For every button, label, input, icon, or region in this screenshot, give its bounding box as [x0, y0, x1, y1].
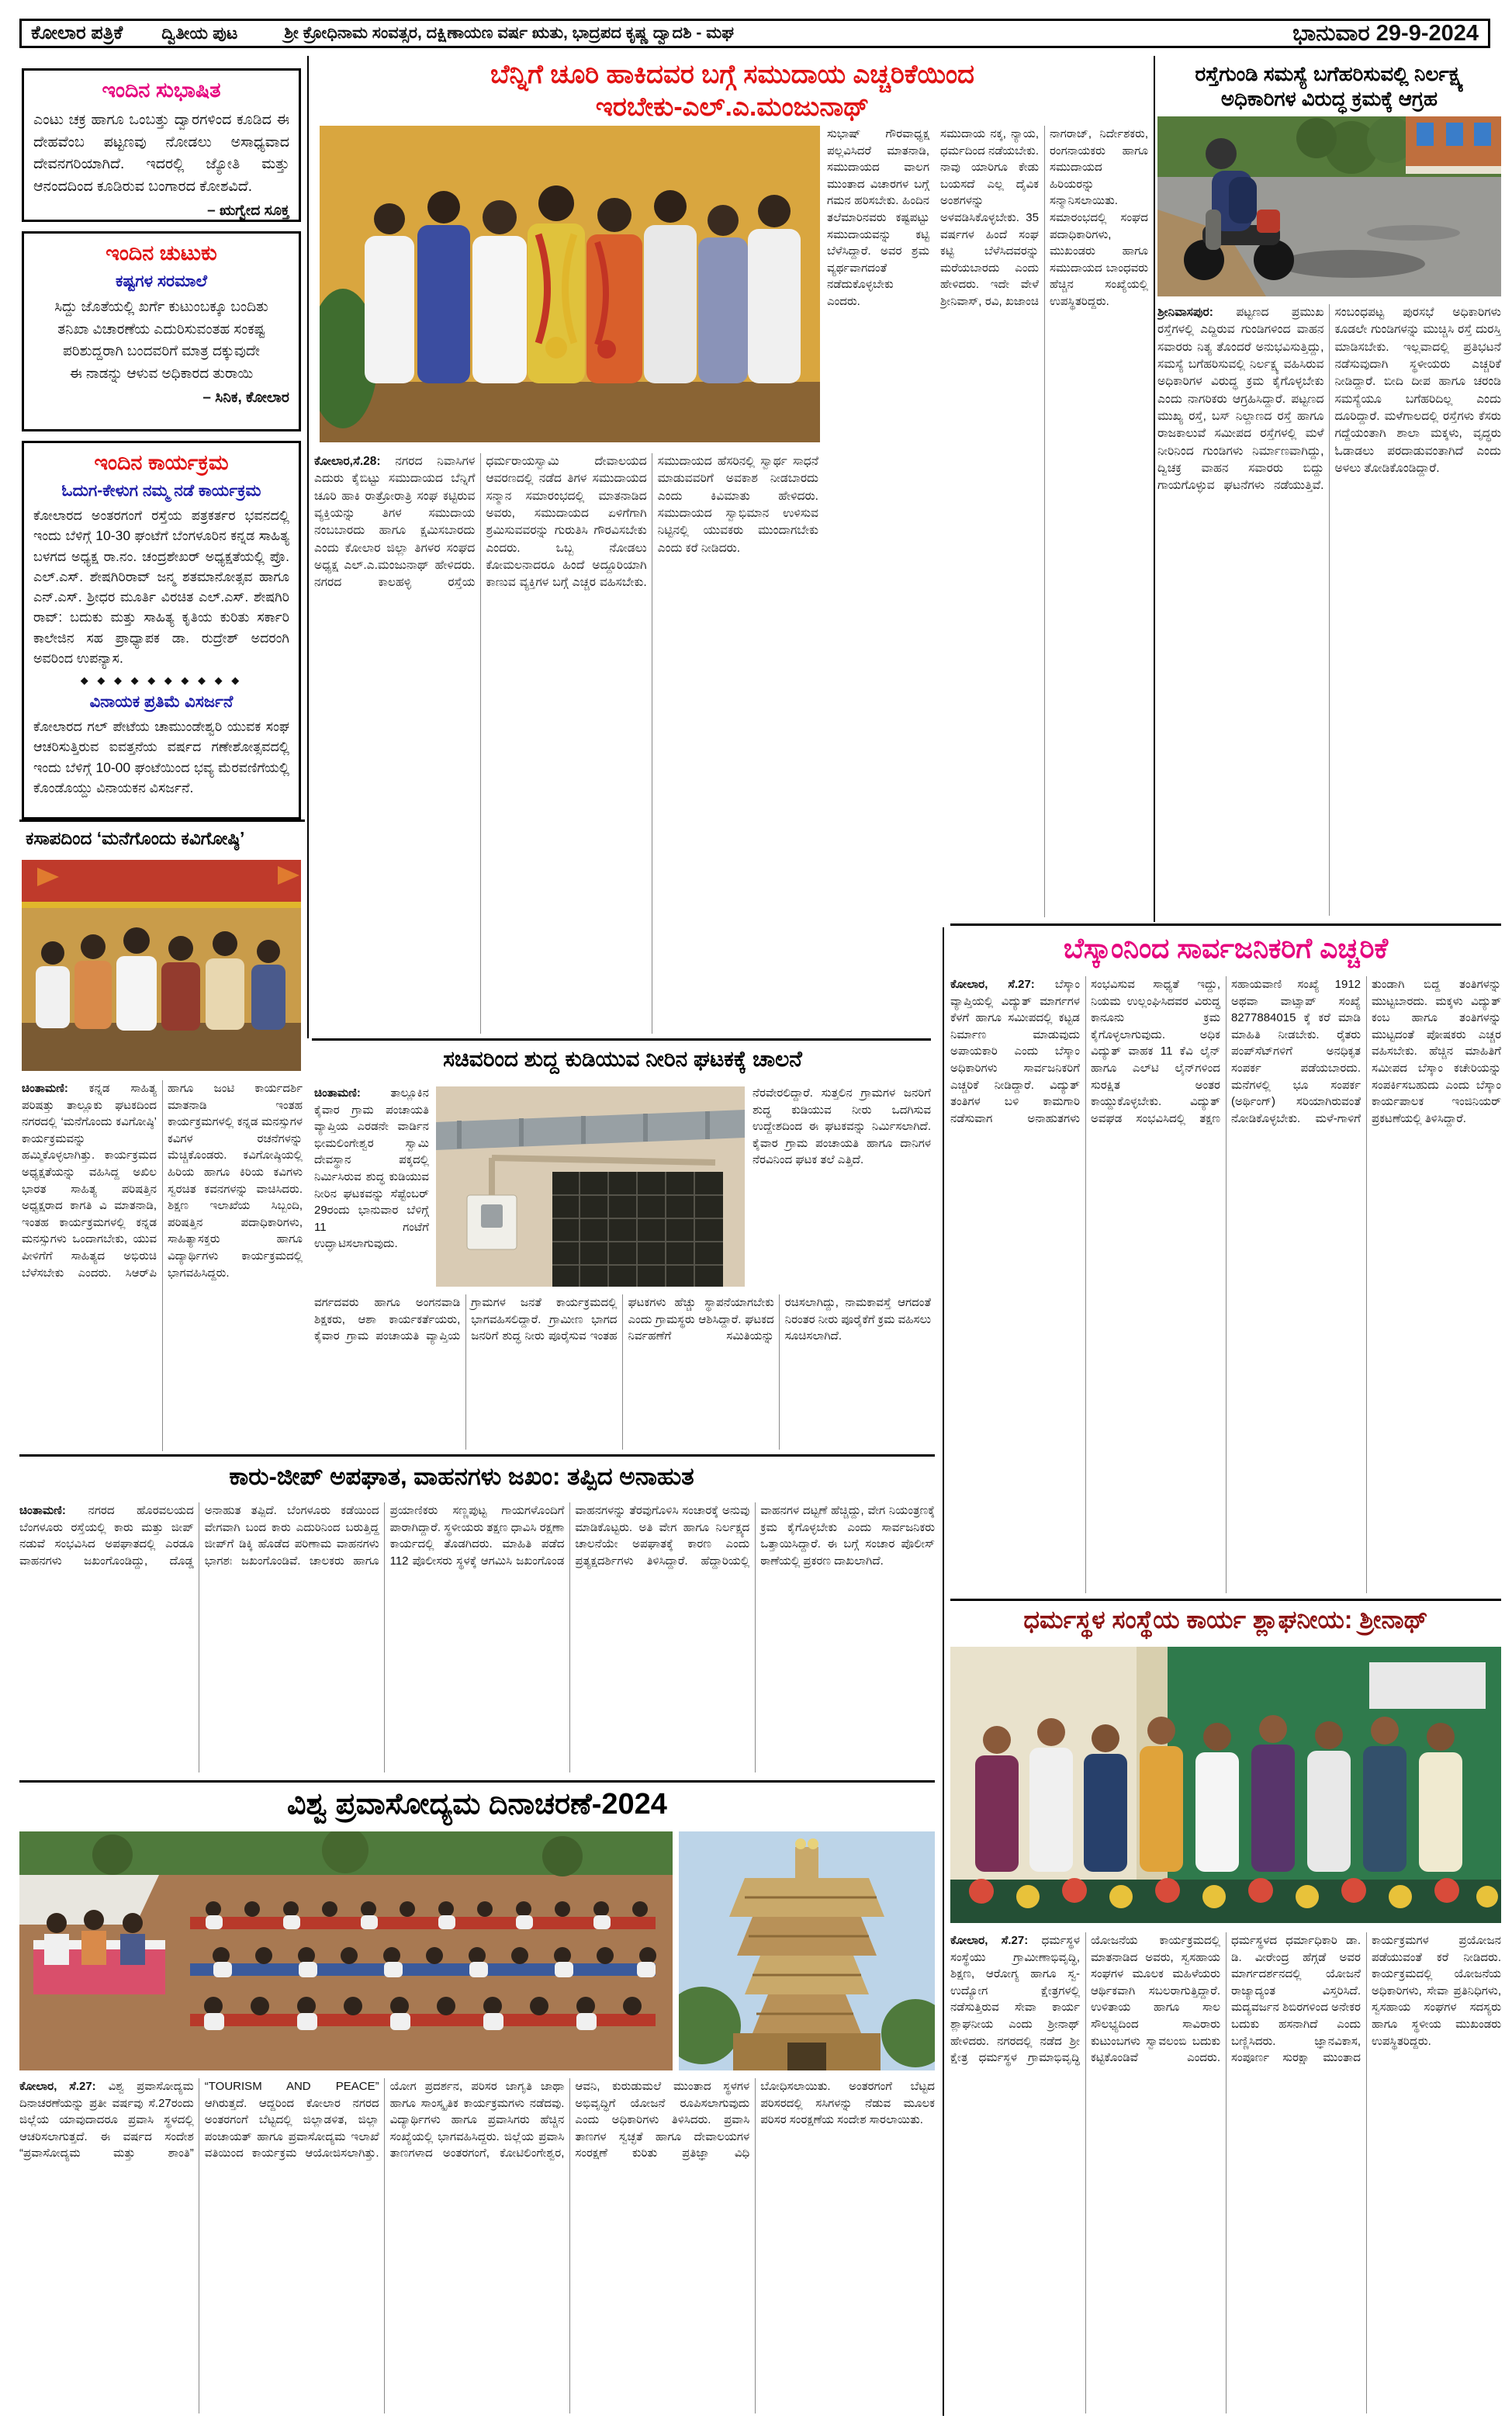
- dharmasthala-body: [950, 1932, 1501, 2413]
- dateline: ಚಿಂತಾಮಣಿ:: [22, 1082, 68, 1095]
- dateline: ಕೋಲಾರ, ಸೆ.27:: [19, 2080, 96, 2093]
- article-text: ನಗರದ ಹೊರವಲಯದ ಬೆಂಗಳೂರು ರಸ್ತೆಯಲ್ಲಿ ಕಾರು ಮತ್ತು ಜೀಪ್ ನಡುವೆ ಸಂಭವಿಸಿದ ಅಪಘಾತದಲ್ಲಿ ಎರಡೂ ವಾಹನಗಳು ಜಖಂಗೊಂಡಿದ್ದು, ದೊಡ್ಡ ಅನಾಹುತ ತಪ್ಪಿದೆ. ಬೆಂಗಳೂರು ಕಡೆಯಿಂದ ವೇಗವಾಗಿ ಬಂದ ಕಾರು ಎದುರಿನಿಂದ ಬರುತ್ತಿದ್ದ ಜೀಪ್‌ಗೆ ಡಿಕ್ಕಿ ಹೊಡೆದ ಪರಿಣಾಮ ವಾಹನಗಳು ಭಾಗಶಃ ಜಖಂಗೊಂಡಿವೆ. ಚಾಲಕರು ಹಾಗೂ ಪ್ರಯಾಣಿಕರು ಸಣ್ಣಪುಟ್ಟ ಗಾಯಗಳೊಂದಿಗೆ ಪಾರಾಗಿದ್ದಾರೆ. ಸ್ಥಳೀಯರು ತಕ್ಷಣ ಧಾವಿಸಿ ರಕ್ಷಣಾ ಕಾರ್ಯದಲ್ಲಿ ತೊಡಗಿದರು. ಮಾಹಿತಿ ಪಡೆದ 112 ಪೊಲೀಸರು ಸ್ಥಳಕ್ಕೆ ಆಗಮಿಸಿ ಜಖಂಗೊಂಡ ವಾಹನಗಳನ್ನು ತೆರವುಗೊಳಿಸಿ ಸಂಚಾರಕ್ಕೆ ಅನುವು ಮಾಡಿಕೊಟ್ಟರು. ಅತಿ ವೇಗ ಹಾಗೂ ನಿರ್ಲಕ್ಷ್ಯದ ಚಾಲನೆಯೇ ಅಪಘಾತಕ್ಕೆ ಕಾರಣ ಎಂದು ಪ್ರತ್ಯಕ್ಷದರ್ಶಿಗಳು ತಿಳಿಸಿದ್ದಾರೆ. ಹೆದ್ದಾರಿಯಲ್ಲಿ ವಾಹನಗಳ ದಟ್ಟಣೆ ಹೆಚ್ಚಿದ್ದು, ವೇಗ ನಿಯಂತ್ರಣಕ್ಕೆ ಕ್ರಮ ಕೈಗೊಳ್ಳಬೇಕು ಎಂದು ಸಾರ್ವಜನಿಕರು ಒತ್ತಾಯಿಸಿದ್ದಾರೆ. ಈ ಬಗ್ಗೆ ಸಂಚಾರ ಪೊಲೀಸ್ ಠಾಣೆಯಲ್ಲಿ ಪ್ರಕರಣ ದಾಖಲಾಗಿದೆ.: [19, 1504, 935, 1568]
- page-number-label: ದ್ವಿತೀಯ ಪುಟ: [161, 23, 238, 43]
- sachivarinda-col1: [314, 1085, 429, 1288]
- photo-temple-gopuram: [679, 1831, 935, 2070]
- box-chutuku: [22, 231, 301, 431]
- dateline: ಕೋಲಾರ, ಸೆ.27:: [950, 1934, 1029, 1947]
- karyakrama-title: ಇಂದಿನ ಕಾರ್ಯಕ್ರಮ: [94, 451, 229, 474]
- karyakrama-text-2: ಕೋಲಾರದ ಗಲ್ ಪೇಟೆಯ ಚಾಮುಂಡೇಶ್ವರಿ ಯುವಕ ಸಂಘ ಆಚರಿಸುತ್ತಿರುವ ಐವತ್ತನೆಯ ವರ್ಷದ ಗಣೇಶೋತ್ಸವದಲ್ಲಿ ಇಂದು ಬೆಳಿಗ್ಗೆ 10-00 ಘಂಟೆಯಿಂದ ಭವ್ಯ ಮೆರವಣಿಗೆಯಲ್ಲಿ ಕೊಂಡೊಯ್ದು ವಿನಾಯಕನ ವಿಸರ್ಜನೆ.: [33, 719, 289, 795]
- issue-date: ಭಾನುವಾರ 29-9-2024: [1292, 20, 1479, 46]
- main-article-body: [314, 453, 818, 1034]
- dateline: ಶ್ರೀನಿವಾಸಪುರ:: [1157, 306, 1213, 319]
- box-subhashita: [22, 68, 301, 222]
- chutuku-title: ಇಂದಿನ ಚುಟುಕು: [106, 241, 217, 265]
- article-text: ಬೆಸ್ಕಾಂ ವ್ಯಾಪ್ತಿಯಲ್ಲಿ ವಿದ್ಯುತ್ ಮಾರ್ಗಗಳ ಕೆಳಗೆ ಹಾಗೂ ಸಮೀಪದಲ್ಲಿ ಕಟ್ಟಡ ನಿರ್ಮಾಣ ಮಾಡುವುದು ಅಪಾಯಕಾರಿ ಎಂದು ಬೆಸ್ಕಾಂ ಅಧಿಕಾರಿಗಳು ಸಾರ್ವಜನಿಕರಿಗೆ ಎಚ್ಚರಿಕೆ ನೀಡಿದ್ದಾರೆ. ವಿದ್ಯುತ್ ತಂತಿಗಳ ಬಳಿ ಕಾಮಗಾರಿ ನಡೆಸುವಾಗ ಅನಾಹುತಗಳು ಸಂಭವಿಸುವ ಸಾಧ್ಯತೆ ಇದ್ದು, ನಿಯಮ ಉಲ್ಲಂಘಿಸಿದವರ ವಿರುದ್ಧ ಕಾನೂನು ಕ್ರಮ ಕೈಗೊಳ್ಳಲಾಗುವುದು. ಅಧಿಕ ವಿದ್ಯುತ್ ವಾಹಕ 11 ಕೆವಿ ಲೈನ್ ಹಾಗೂ ಎಲ್‌ಟಿ ಲೈನ್‌ಗಳಿಂದ ಸುರಕ್ಷಿತ ಅಂತರ ಕಾಯ್ದುಕೊಳ್ಳಬೇಕು. ವಿದ್ಯುತ್ ಅವಘಡ ಸಂಭವಿಸಿದಲ್ಲಿ ತಕ್ಷಣ ಸಹಾಯವಾಣಿ ಸಂಖ್ಯೆ 1912 ಅಥವಾ ವಾಟ್ಸಾಪ್ ಸಂಖ್ಯೆ 8277884015 ಕ್ಕೆ ಕರೆ ಮಾಡಿ ಮಾಹಿತಿ ನೀಡಬೇಕು. ರೈತರು ಪಂಪ್‌ಸೆಟ್‌ಗಳಿಗೆ ಅನಧಿಕೃತ ಸಂಪರ್ಕ ಪಡೆಯಬಾರದು. ಮನೆಗಳಲ್ಲಿ ಭೂ ಸಂಪರ್ಕ (ಅರ್ಥಿಂಗ್) ಸರಿಯಾಗಿರುವಂತೆ ನೋಡಿಕೊಳ್ಳಬೇಕು. ಮಳೆ-ಗಾಳಿಗೆ ತುಂಡಾಗಿ ಬಿದ್ದ ತಂತಿಗಳನ್ನು ಮುಟ್ಟಬಾರದು. ಮಕ್ಕಳು ವಿದ್ಯುತ್ ಕಂಬ ಹಾಗೂ ತಂತಿಗಳನ್ನು ಮುಟ್ಟದಂತೆ ಪೋಷಕರು ಎಚ್ಚರ ವಹಿಸಬೇಕು. ಹೆಚ್ಚಿನ ಮಾಹಿತಿಗೆ ಸಮೀಪದ ಬೆಸ್ಕಾಂ ಕಚೇರಿಯನ್ನು ಸಂಪರ್ಕಿಸಬಹುದು ಎಂದು ಬೆಸ್ಕಾಂ ಕಾರ್ಯಪಾಲಕ ಇಂಜಿನಿಯರ್ ಪ್ರಕಟಣೆಯಲ್ಲಿ ತಿಳಿಸಿದ್ದಾರೆ.: [950, 978, 1501, 1125]
- beskam-headline: ಬೆಸ್ಕಾಂನಿಂದ ಸಾರ್ವಜನಿಕರಿಗೆ ಎಚ್ಚರಿಕೆ: [1063, 932, 1389, 964]
- karyakrama-text-1: ಕೋಲಾರದ ಅಂತರಗಂಗೆ ರಸ್ತೆಯ ಪತ್ರಕರ್ತರ ಭವನದಲ್ಲಿ ಇಂದು ಬೆಳಿಗ್ಗೆ 10-30 ಘಂಟೆಗೆ ಬೆಂಗಳೂರಿನ ಕನ್ನಡ ಸಾಹಿತ್ಯ ಬಳಗದ ಅಧ್ಯಕ್ಷ ರಾ.ನಂ. ಚಂದ್ರಶೇಖರ್ ಅಧ್ಯಕ್ಷತೆಯಲ್ಲಿ ಪ್ರೊ. ಎಲ್.ಎಸ್. ಶೇಷಗಿರಿರಾವ್ ಜನ್ಮ ಶತಮಾನೋತ್ಸವ ಹಾಗೂ ಎನ್.ಎಸ್. ಶ್ರೀಧರ ಮೂರ್ತಿ ವಿರಚಿತ ಎಲ್.ಎಸ್. ಶೇಷಗಿರಿ ರಾವ್: ಬದುಕು ಮತ್ತು ಸಾಹಿತ್ಯ ಕೃತಿಯ ಕುರಿತು ಸರ್ಕಾರಿ ಕಾಲೇಜಿನ ಸಹ ಪ್ರಾಧ್ಯಾಪಕ ಡಾ. ರುದ್ರೇಶ್ ಅದರಂಗಿ ಅವರಿಂದ ಉಪನ್ಯಾಸ.: [33, 508, 289, 666]
- photo-tourism-day-gathering: [19, 1831, 673, 2070]
- photo-kavigoshti-event: [22, 860, 301, 1071]
- paper-title: ಕೋಲಾರ ಪತ್ರಿಕೆ: [31, 23, 123, 43]
- subhashita-title: ಇಂದಿನ ಸುಭಾಷಿತ: [102, 78, 221, 102]
- chutuku-line: ಪರಿಶುದ್ದರಾಗಿ ಬಂದವರಿಗೆ ಮಾತ್ರ ದಕ್ಕುವುದೇ: [63, 342, 260, 359]
- vishwa-body: [19, 2078, 935, 2413]
- chutuku-line: ಸಿದ್ದು ಜೊತೆಯಲ್ಲಿ ಖರ್ಗೆ ಕುಟುಂಬಕ್ಕೂ ಬಂದಿತು: [54, 298, 268, 314]
- rastegundi-headline-line2: ಅಧಿಕಾರಿಗಳ ವಿರುದ್ಧ ಕ್ರಮಕ್ಕೆ ಆಗ್ರಹ: [1220, 87, 1438, 110]
- rastegundi-headline-line1: ರಸ್ತೆಗುಂಡಿ ಸಮಸ್ಯೆ ಬಗೆಹರಿಸುವಲ್ಲಿ ನಿರ್ಲಕ್ಷ್ಯ: [1195, 62, 1464, 85]
- dateline: ಕೋಲಾರ,ಸೆ.28:: [314, 455, 381, 468]
- article-text: ನೆರವೇರಲಿದ್ದಾರೆ. ಸುತ್ತಲಿನ ಗ್ರಾಮಗಳ ಜನರಿಗೆ ಶುದ್ಧ ಕುಡಿಯುವ ನೀರು ಒದಗಿಸುವ ಉದ್ದೇಶದಿಂದ ಈ ಘಟಕವನ್ನು ನಿರ್ಮಿಸಲಾಗಿದೆ. ಕೈವಾರ ಗ್ರಾಮ ಪಂಚಾಯತಿ ಹಾಗೂ ದಾನಿಗಳ ನೆರವಿನಿಂದ ಘಟಕ ತಲೆ ಎತ್ತಿದೆ.: [753, 1086, 931, 1167]
- dateline: ಕೋಲಾರ, ಸೆ.27:: [950, 978, 1035, 991]
- subhashita-text: ಎಂಟು ಚಕ್ರ ಹಾಗೂ ಒಂಬತ್ತು ದ್ವಾರಗಳಿಂದ ಕೂಡಿದ ಈ ದೇಹವೆಂಬ ಪಟ್ಟಣವು ನೋಡಲು ಅಸಾಧ್ಯವಾದ ದೇವನಗರಿಯಾಗಿದೆ. ಇದರಲ್ಲಿ ಜ್ಯೋತಿ ಮತ್ತು ಆನಂದದಿಂದ ಕೂಡಿರುವ ಬಂಗಾರದ ಕೋಶವಿದೆ.: [33, 112, 289, 195]
- chutuku-subtitle: ಕಷ್ಟಗಳ ಸರಮಾಲೆ: [116, 272, 207, 290]
- chutuku-byline: – ಸಿನಿಕ, ಕೋಲಾರ: [202, 389, 289, 406]
- masthead: [19, 19, 1490, 48]
- dateline: ಚಿಂತಾಮಣಿ:: [19, 1504, 66, 1517]
- sachivarinda-headline: ಸಚಿವರಿಂದ ಶುದ್ದ ಕುಡಿಯುವ ನೀರಿನ ಘಟಕಕ್ಕೆ ಚಾಲನೆ: [443, 1047, 802, 1071]
- sachivarinda-col-right: [753, 1085, 931, 1288]
- section-rule: [312, 1038, 931, 1041]
- photo-community-felicitation: [320, 126, 820, 442]
- beskam-body: [950, 976, 1501, 1593]
- diamond-separator: ◆ ◆ ◆ ◆ ◆ ◆ ◆ ◆ ◆ ◆: [80, 674, 243, 686]
- section-rule: [19, 1780, 935, 1783]
- article-text: ಸುಭಾಷ್ ಗೌರವಾಧ್ಯಕ್ಷ ಪಲ್ಲವಿಸಿದರೆ ಮಾತನಾಡಿ, ಸಮುದಾಯದ ವಾಲಗ ಮುಂತಾದ ವಿಚಾರಗಳ ಬಗ್ಗೆ ಗಮನ ಹರಿಸಬೇಕು. ಹಿಂದಿನ ತಲೆಮಾರಿನವರು ಕಷ್ಟಪಟ್ಟು ಸಮುದಾಯವನ್ನು ಕಟ್ಟಿ ಬೆಳೆಸಿದ್ದಾರೆ. ಅವರ ಶ್ರಮ ವ್ಯರ್ಥವಾಗದಂತೆ ನಡೆದುಕೊಳ್ಳಬೇಕು ಎಂದರು.: [827, 127, 929, 308]
- column-divider: [307, 56, 309, 1038]
- photo-dharmasthala-stage: [950, 1647, 1501, 1923]
- column-divider: [1154, 56, 1155, 922]
- section-rule: [19, 1454, 935, 1457]
- karyakrama-subtitle-2: ವಿನಾಯಕ ಪ್ರತಿಮೆ ವಿಸರ್ಜನೆ: [89, 693, 234, 711]
- box-karyakrama: [22, 441, 301, 819]
- chutuku-line: ಈ ನಾಡನ್ನು ಆಳುವ ಅಧಿಕಾರದ ತುರಾಯಿ: [69, 365, 254, 382]
- dateline: ಚಿಂತಾಮಣಿ:: [314, 1086, 361, 1100]
- subhashita-byline: – ಋಗ್ವೇದ ಸೂಕ್ತ: [207, 203, 289, 219]
- section-rule: [19, 819, 305, 822]
- article-text: ವಿಶ್ವ ಪ್ರವಾಸೋದ್ಯಮ ದಿನಾಚರಣೆಯನ್ನು ಪ್ರತೀ ವರ್ಷವು ಸೆ.27ರಂದು ಜಿಲ್ಲೆಯ ಯಾವುದಾದರೂ ಪ್ರವಾಸಿ ಸ್ಥಳದಲ್ಲಿ ಆಚರಿಸಲಾಗುತ್ತದೆ. ಈ ವರ್ಷದ ಸಂದೇಶ “ಪ್ರವಾಸೋದ್ಯಮ ಮತ್ತು ಶಾಂತಿ” “TOURISM AND PEACE” ಆಗಿರುತ್ತದೆ. ಆದ್ದರಿಂದ ಕೋಲಾರ ನಗರದ ಅಂತರಗಂಗೆ ಬೆಟ್ಟದಲ್ಲಿ ಜಿಲ್ಲಾಡಳಿತ, ಜಿಲ್ಲಾ ಪಂಚಾಯತ್ ಹಾಗೂ ಪ್ರವಾಸೋದ್ಯಮ ಇಲಾಖೆ ವತಿಯಿಂದ ಕಾರ್ಯಕ್ರಮ ಆಯೋಜಿಸಲಾಗಿತ್ತು. ಯೋಗ ಪ್ರದರ್ಶನ, ಪರಿಸರ ಜಾಗೃತಿ ಜಾಥಾ ಹಾಗೂ ಸಾಂಸ್ಕೃತಿಕ ಕಾರ್ಯಕ್ರಮಗಳು ನಡೆದವು. ವಿದ್ಯಾರ್ಥಿಗಳು ಹಾಗೂ ಪ್ರವಾಸಿಗರು ಹೆಚ್ಚಿನ ಸಂಖ್ಯೆಯಲ್ಲಿ ಭಾಗವಹಿಸಿದ್ದರು. ಜಿಲ್ಲೆಯ ಪ್ರವಾಸಿ ತಾಣಗಳಾದ ಅಂತರಗಂಗೆ, ಕೋಟಿಲಿಂಗೇಶ್ವರ, ಆವನಿ, ಕುರುಡುಮಲೆ ಮುಂತಾದ ಸ್ಥಳಗಳ ಅಭಿವೃದ್ಧಿಗೆ ಯೋಜನೆ ರೂಪಿಸಲಾಗುವುದು ಎಂದು ಅಧಿಕಾರಿಗಳು ತಿಳಿಸಿದರು. ಪ್ರವಾಸಿ ತಾಣಗಳ ಸ್ವಚ್ಛತೆ ಹಾಗೂ ದೇವಾಲಯಗಳ ಸಂರಕ್ಷಣೆ ಕುರಿತು ಪ್ರತಿಜ್ಞಾ ವಿಧಿ ಬೋಧಿಸಲಾಯಿತು. ಅಂತರಗಂಗೆ ಬೆಟ್ಟದ ಪರಿಸರದಲ್ಲಿ ಸಸಿಗಳನ್ನು ನೆಡುವ ಮೂಲಕ ಪರಿಸರ ಸಂರಕ್ಷಣೆಯ ಸಂದೇಶ ಸಾರಲಾಯಿತು.: [19, 2080, 935, 2160]
- main-article-side-columns: [940, 126, 1148, 917]
- photo-water-unit-building: [436, 1086, 745, 1287]
- vishwa-headline: ವಿಶ್ವ ಪ್ರವಾಸೋದ್ಯಮ ದಿನಾಚರಣೆ-2024: [287, 1788, 667, 1821]
- karyakrama-subtitle-1: ಓದುಗ-ಕೇಳುಗ ನಮ್ಮ ನಡೆ ಕಾರ್ಯಕ್ರಮ: [61, 482, 261, 500]
- chutuku-line: ತನಿಖಾ ವಿಚಾರಣೆಯ ಎದುರಿಸುವಂತಹ ಸಂಕಷ್ಟ: [57, 320, 265, 337]
- section-rule: [950, 923, 1501, 926]
- article-text: ಕನ್ನಡ ಸಾಹಿತ್ಯ ಪರಿಷತ್ತು ತಾಲ್ಲೂಕು ಘಟಕದಿಂದ ನಗರದಲ್ಲಿ ‘ಮನೆಗೊಂದು ಕವಿಗೋಷ್ಠಿ’ ಕಾರ್ಯಕ್ರಮವನ್ನು ಹಮ್ಮಿಕೊಳ್ಳಲಾಗಿತ್ತು. ಕಾರ್ಯಕ್ರಮದ ಅಧ್ಯಕ್ಷತೆಯನ್ನು ವಹಿಸಿದ್ದ ಅಖಿಲ ಭಾರತ ಸಾಹಿತ್ಯ ಪರಿಷತ್ತಿನ ಅಧ್ಯಕ್ಷರಾದ ಕಾಗತಿ ವಿ ಮಾತನಾಡಿ, ಇಂತಹ ಕಾರ್ಯಕ್ರಮಗಳಲ್ಲಿ ಕನ್ನಡ ಮನಸ್ಸುಗಳು ಒಂದಾಗಬೇಕು, ಯುವ ಪೀಳಿಗೆಗೆ ಸಾಹಿತ್ಯದ ಅಭಿರುಚಿ ಬೆಳೆಸಬೇಕು ಎಂದರು. ಸಿಆರ್‌ಪಿ ಹಾಗೂ ಜಂಟಿ ಕಾರ್ಯದರ್ಶಿ ಮಾತನಾಡಿ ಇಂತಹ ಕಾರ್ಯಕ್ರಮಗಳಲ್ಲಿ ಕನ್ನಡ ಮನಸ್ಸುಗಳ ಕವಿಗಳ ರಚನೆಗಳನ್ನು ಮೆಚ್ಚಿಕೊಂಡರು. ಕವಿಗೋಷ್ಠಿಯಲ್ಲಿ ಹಿರಿಯ ಹಾಗೂ ಕಿರಿಯ ಕವಿಗಳು ಸ್ವರಚಿತ ಕವನಗಳನ್ನು ವಾಚಿಸಿದರು. ಶಿಕ್ಷಣ ಇಲಾಖೆಯ ಸಿಬ್ಬಂದಿ, ಪರಿಷತ್ತಿನ ಪದಾಧಿಕಾರಿಗಳು, ಸಾಹಿತ್ಯಾಸಕ್ತರು ಹಾಗೂ ವಿದ್ಯಾರ್ಥಿಗಳು ಕಾರ್ಯಕ್ರಮದಲ್ಲಿ ಭಾಗವಹಿಸಿದ್ದರು.: [22, 1082, 303, 1280]
- main-article-side-column: [827, 126, 929, 1034]
- article-text: ಸಮುದಾಯ ನಕ್ಕ, ನ್ಯಾಯ, ಧರ್ಮದಿಂದ ನಡೆಯಬೇಕು. ನಾವು ಯಾರಿಗೂ ಕೇಡು ಬಯಸದೆ ಎಲ್ಲ ದೈವಿಕ ಅಂಶಗಳನ್ನು ಅಳವಡಿಸಿಕೊಳ್ಳಬೇಕು. 35 ವರ್ಷಗಳ ಹಿಂದೆ ಸಂಘ ಕಟ್ಟಿ ಬೆಳೆಸಿದವರನ್ನು ಮರೆಯಬಾರದು ಎಂದು ಹೇಳಿದರು. ಇದೇ ವೇಳೆ ಶ್ರೀನಿವಾಸ್, ರವಿ, ಖಜಾಂಚಿ ನಾಗರಾಜ್, ನಿರ್ದೇಶಕರು, ರಂಗನಾಯಕರು ಹಾಗೂ ಸಮುದಾಯದ ಹಿರಿಯರನ್ನು ಸನ್ಮಾನಿಸಲಾಯಿತು. ಸಮಾರಂಭದಲ್ಲಿ ಸಂಘದ ಪದಾಧಿಕಾರಿಗಳು, ಮುಖಂಡರು ಹಾಗೂ ಸಮುದಾಯದ ಬಾಂಧವರು ಹೆಚ್ಚಿನ ಸಂಖ್ಯೆಯಲ್ಲಿ ಉಪಸ್ಥಿತರಿದ್ದರು.: [940, 127, 1148, 308]
- article-text: ಪಟ್ಟಣದ ಪ್ರಮುಖ ರಸ್ತೆಗಳಲ್ಲಿ ಎದ್ದಿರುವ ಗುಂಡಿಗಳಿಂದ ವಾಹನ ಸವಾರರು ನಿತ್ಯ ತೊಂದರೆ ಅನುಭವಿಸುತ್ತಿದ್ದು, ಸಮಸ್ಯೆ ಬಗೆಹರಿಸುವಲ್ಲಿ ನಿರ್ಲಕ್ಷ್ಯ ವಹಿಸಿರುವ ಅಧಿಕಾರಿಗಳ ವಿರುದ್ಧ ಕ್ರಮ ಕೈಗೊಳ್ಳಬೇಕು ಎಂದು ನಾಗರಿಕರು ಆಗ್ರಹಿಸಿದ್ದಾರೆ. ಪಟ್ಟಣದ ಮುಖ್ಯ ರಸ್ತೆ, ಬಸ್ ನಿಲ್ದಾಣದ ರಸ್ತೆ ಹಾಗೂ ರಾಜಕಾಲುವೆ ಸಮೀಪದ ರಸ್ತೆಗಳಲ್ಲಿ ಮಳೆ ನೀರಿನಿಂದ ಗುಂಡಿಗಳು ನಿರ್ಮಾಣವಾಗಿದ್ದು, ದ್ವಿಚಕ್ರ ವಾಹನ ಸವಾರರು ಬಿದ್ದು ಗಾಯಗೊಳ್ಳುವ ಘಟನೆಗಳು ನಡೆಯುತ್ತಿವೆ. ಸಂಬಂಧಪಟ್ಟ ಪುರಸಭೆ ಅಧಿಕಾರಿಗಳು ಕೂಡಲೇ ಗುಂಡಿಗಳನ್ನು ಮುಚ್ಚಿಸಿ ರಸ್ತೆ ದುರಸ್ತಿ ಮಾಡಿಸಬೇಕು. ಇಲ್ಲವಾದಲ್ಲಿ ಪ್ರತಿಭಟನೆ ನಡೆಸುವುದಾಗಿ ಸ್ಥಳೀಯರು ಎಚ್ಚರಿಕೆ ನೀಡಿದ್ದಾರೆ. ಬೀದಿ ದೀಪ ಹಾಗೂ ಚರಂಡಿ ಸಮಸ್ಯೆಯೂ ಬಗೆಹರಿದಿಲ್ಲ ಎಂದು ದೂರಿದ್ದಾರೆ. ಮಳೆಗಾಲದಲ್ಲಿ ರಸ್ತೆಗಳು ಕೆಸರು ಗದ್ದೆಯಂತಾಗಿ ಶಾಲಾ ಮಕ್ಕಳು, ವೃದ್ಧರು ಓಡಾಡಲು ಪರದಾಡುವಂತಾಗಿದೆ ಎಂದು ಅಳಲು ತೋಡಿಕೊಂಡಿದ್ದಾರೆ.: [1157, 306, 1501, 493]
- almanac-line: ಶ್ರೀ ಕ್ರೋಧಿನಾಮ ಸಂವತ್ಸರ, ದಕ್ಷಿಣಾಯಣ ವರ್ಷ ಋತು, ಭಾದ್ರಪದ ಕೃಷ್ಣ ದ್ವಾದಶಿ - ಮಘ: [284, 24, 734, 42]
- article-text: ಧರ್ಮಸ್ಥಳ ಸಂಸ್ಥೆಯು ಗ್ರಾಮೀಣಾಭಿವೃದ್ಧಿ, ಶಿಕ್ಷಣ, ಆರೋಗ್ಯ ಹಾಗೂ ಸ್ವ-ಉದ್ಯೋಗ ಕ್ಷೇತ್ರಗಳಲ್ಲಿ ನಡೆಸುತ್ತಿರುವ ಸೇವಾ ಕಾರ್ಯ ಶ್ಲಾಘನೀಯ ಎಂದು ಶ್ರೀನಾಥ್ ಹೇಳಿದರು. ನಗರದಲ್ಲಿ ನಡೆದ ಶ್ರೀ ಕ್ಷೇತ್ರ ಧರ್ಮಸ್ಥಳ ಗ್ರಾಮಾಭಿವೃದ್ಧಿ ಯೋಜನೆಯ ಕಾರ್ಯಕ್ರಮದಲ್ಲಿ ಮಾತನಾಡಿದ ಅವರು, ಸ್ವಸಹಾಯ ಸಂಘಗಳ ಮೂಲಕ ಮಹಿಳೆಯರು ಆರ್ಥಿಕವಾಗಿ ಸಬಲರಾಗುತ್ತಿದ್ದಾರೆ. ಉಳಿತಾಯ ಹಾಗೂ ಸಾಲ ಸೌಲಭ್ಯದಿಂದ ಸಾವಿರಾರು ಕುಟುಂಬಗಳು ಸ್ವಾವಲಂಬಿ ಬದುಕು ಕಟ್ಟಿಕೊಂಡಿವೆ ಎಂದರು. ಧರ್ಮಸ್ಥಳದ ಧರ್ಮಾಧಿಕಾರಿ ಡಾ. ಡಿ. ವೀರೇಂದ್ರ ಹೆಗ್ಗಡೆ ಅವರ ಮಾರ್ಗದರ್ಶನದಲ್ಲಿ ಯೋಜನೆ ರಾಜ್ಯಾದ್ಯಂತ ವಿಸ್ತರಿಸಿದೆ. ಮದ್ಯವರ್ಜನ ಶಿಬಿರಗಳಿಂದ ಅನೇಕರ ಬದುಕು ಹಸನಾಗಿದೆ ಎಂದು ಬಣ್ಣಿಸಿದರು. ಜ್ಞಾನವಿಕಾಸ, ಸಂಪೂರ್ಣ ಸುರಕ್ಷಾ ಮುಂತಾದ ಕಾರ್ಯಕ್ರಮಗಳ ಪ್ರಯೋಜನ ಪಡೆಯುವಂತೆ ಕರೆ ನೀಡಿದರು. ಕಾರ್ಯಕ್ರಮದಲ್ಲಿ ಯೋಜನೆಯ ಅಧಿಕಾರಿಗಳು, ಸೇವಾ ಪ್ರತಿನಿಧಿಗಳು, ಸ್ವಸಹಾಯ ಸಂಘಗಳ ಸದಸ್ಯರು ಹಾಗೂ ಸ್ಥಳೀಯ ಮುಖಂಡರು ಉಪಸ್ಥಿತರಿದ್ದರು.: [950, 1934, 1501, 2065]
- kasapa-body: [22, 1080, 303, 1451]
- sachivarinda-bottom: [314, 1294, 931, 1450]
- rastegundi-body: [1157, 304, 1501, 916]
- karujeep-body: [19, 1502, 935, 1772]
- dharmasthala-headline: ಧರ್ಮಸ್ಥಳ ಸಂಸ್ಥೆಯ ಕಾರ್ಯ ಶ್ಲಾಘನೀಯ: ಶ್ರೀನಾಥ್: [1023, 1606, 1428, 1634]
- article-text: ನಗರದ ನಿವಾಸಿಗಳ ಎದುರು ಕೈಬಿಟ್ಟು ಸಮುದಾಯದ ಬೆನ್ನಿಗೆ ಚೂರಿ ಹಾಕಿ ರಾತ್ರೋರಾತ್ರಿ ಸಂಘ ಕಟ್ಟಿರುವ ವ್ಯಕ್ತಿಯನ್ನು ತಿಗಳ ಸಮುದಾಯ ನಂಬಬಾರದು ಹಾಗೂ ಕ್ಷಮಿಸಬಾರದು ಎಂದು ಕೋಲಾರ ಜಿಲ್ಲಾ ತಿಗಳರ ಸಂಘದ ಅಧ್ಯಕ್ಷ ಎಲ್.ಎ.ಮಂಜುನಾಥ್ ಹೇಳಿದರು. ನಗರದ ಕಾಲಹಳ್ಳಿ ರಸ್ತೆಯ ಧರ್ಮರಾಯಸ್ವಾಮಿ ದೇವಾಲಯದ ಆವರಣದಲ್ಲಿ ನಡೆದ ತಿಗಳ ಸಮುದಾಯದ ಸನ್ಮಾನ ಸಮಾರಂಭದಲ್ಲಿ ಮಾತನಾಡಿದ ಅವರು, ಸಮುದಾಯದ ಏಳಿಗೆಗಾಗಿ ಶ್ರಮಿಸುವವರನ್ನು ಗುರುತಿಸಿ ಗೌರವಿಸಬೇಕು ಎಂದರು. ಒಬ್ಬ ನೋಡಲು ಕೋಮಲನಾದರೂ ಹಿಂದೆ ಅದ್ದೂರಿಯಾಗಿ ಕಾಣುವ ವ್ಯಕ್ತಿಗಳ ಬಗ್ಗೆ ಎಚ್ಚರ ವಹಿಸಬೇಕು. ಸಮುದಾಯದ ಹೆಸರಿನಲ್ಲಿ ಸ್ವಾರ್ಥ ಸಾಧನೆ ಮಾಡುವವರಿಗೆ ಅವಕಾಶ ನೀಡಬಾರದು ಎಂದು ಕಿವಿಮಾತು ಹೇಳಿದರು. ಸಮುದಾಯದ ಸ್ವಾಭಿಮಾನ ಉಳಿಸುವ ನಿಟ್ಟಿನಲ್ಲಿ ಯುವಕರು ಮುಂದಾಗಬೇಕು ಎಂದು ಕರೆ ನೀಡಿದರು.: [314, 455, 818, 590]
- karujeep-headline: ಕಾರು-ಜೀಪ್ ಅಪಘಾತ, ವಾಹನಗಳು ಜಖಂ: ತಪ್ಪಿದ ಅನಾಹುತ: [229, 1463, 694, 1490]
- column-divider: [943, 927, 944, 2416]
- main-headline-line1: ಬೆನ್ನಿಗೆ ಚೂರಿ ಹಾಕಿದವರ ಬಗ್ಗೆ ಸಮುದಾಯ ಎಚ್ಚರಿಕೆಯಿಂದ: [490, 60, 975, 89]
- main-headline-line2: ಇರಬೇಕು-ಎಲ್.ಎ.ಮಂಜುನಾಥ್: [595, 92, 870, 122]
- kasapa-headline: ಕಸಾಪದಿಂದ ‘ಮನೆಗೊಂದು ಕವಿಗೋಷ್ಠಿ’: [26, 828, 245, 848]
- photo-pothole-road-biker: [1157, 116, 1501, 296]
- article-text: ವರ್ಗದವರು ಹಾಗೂ ಅಂಗನವಾಡಿ ಶಿಕ್ಷಕರು, ಆಶಾ ಕಾರ್ಯಕರ್ತೆಯರು, ಕೈವಾರ ಗ್ರಾಮ ಪಂಚಾಯತಿ ವ್ಯಾಪ್ತಿಯ ಗ್ರಾಮಗಳ ಜನತೆ ಕಾರ್ಯಕ್ರಮದಲ್ಲಿ ಭಾಗವಹಿಸಲಿದ್ದಾರೆ. ಗ್ರಾಮೀಣ ಭಾಗದ ಜನರಿಗೆ ಶುದ್ಧ ನೀರು ಪೂರೈಸುವ ಇಂತಹ ಘಟಕಗಳು ಹೆಚ್ಚು ಸ್ಥಾಪನೆಯಾಗಬೇಕು ಎಂದು ಗ್ರಾಮಸ್ಥರು ಆಶಿಸಿದ್ದಾರೆ. ಘಟಕದ ನಿರ್ವಹಣೆಗೆ ಸಮಿತಿಯನ್ನು ರಚಿಸಲಾಗಿದ್ದು, ನಾಮಕಾವಸ್ತೆ ಆಗದಂತೆ ನಿರಂತರ ನೀರು ಪೂರೈಕೆಗೆ ಕ್ರಮ ವಹಿಸಲು ಸೂಚಿಸಲಾಗಿದೆ.: [314, 1296, 931, 1343]
- article-text: ತಾಲ್ಲೂಕಿನ ಕೈವಾರ ಗ್ರಾಮ ಪಂಚಾಯತಿ ವ್ಯಾಪ್ತಿಯ ಎರಡನೇ ವಾರ್ಡಿನ ಭೀಮಲಿಂಗೇಶ್ವರ ಸ್ವಾಮಿ ದೇವಸ್ಥಾನ ಪಕ್ಕದಲ್ಲಿ ನಿರ್ಮಿಸಿರುವ ಶುದ್ಧ ಕುಡಿಯುವ ನೀರಿನ ಘಟಕವನ್ನು ಸೆಪ್ಟೆಂಬರ್ 29ರಂದು ಭಾನುವಾರ ಬೆಳಿಗ್ಗೆ 11 ಗಂಟೆಗೆ ಉದ್ಘಾಟಿಸಲಾಗುವುದು.: [314, 1086, 429, 1251]
- section-rule: [950, 1599, 1501, 1601]
